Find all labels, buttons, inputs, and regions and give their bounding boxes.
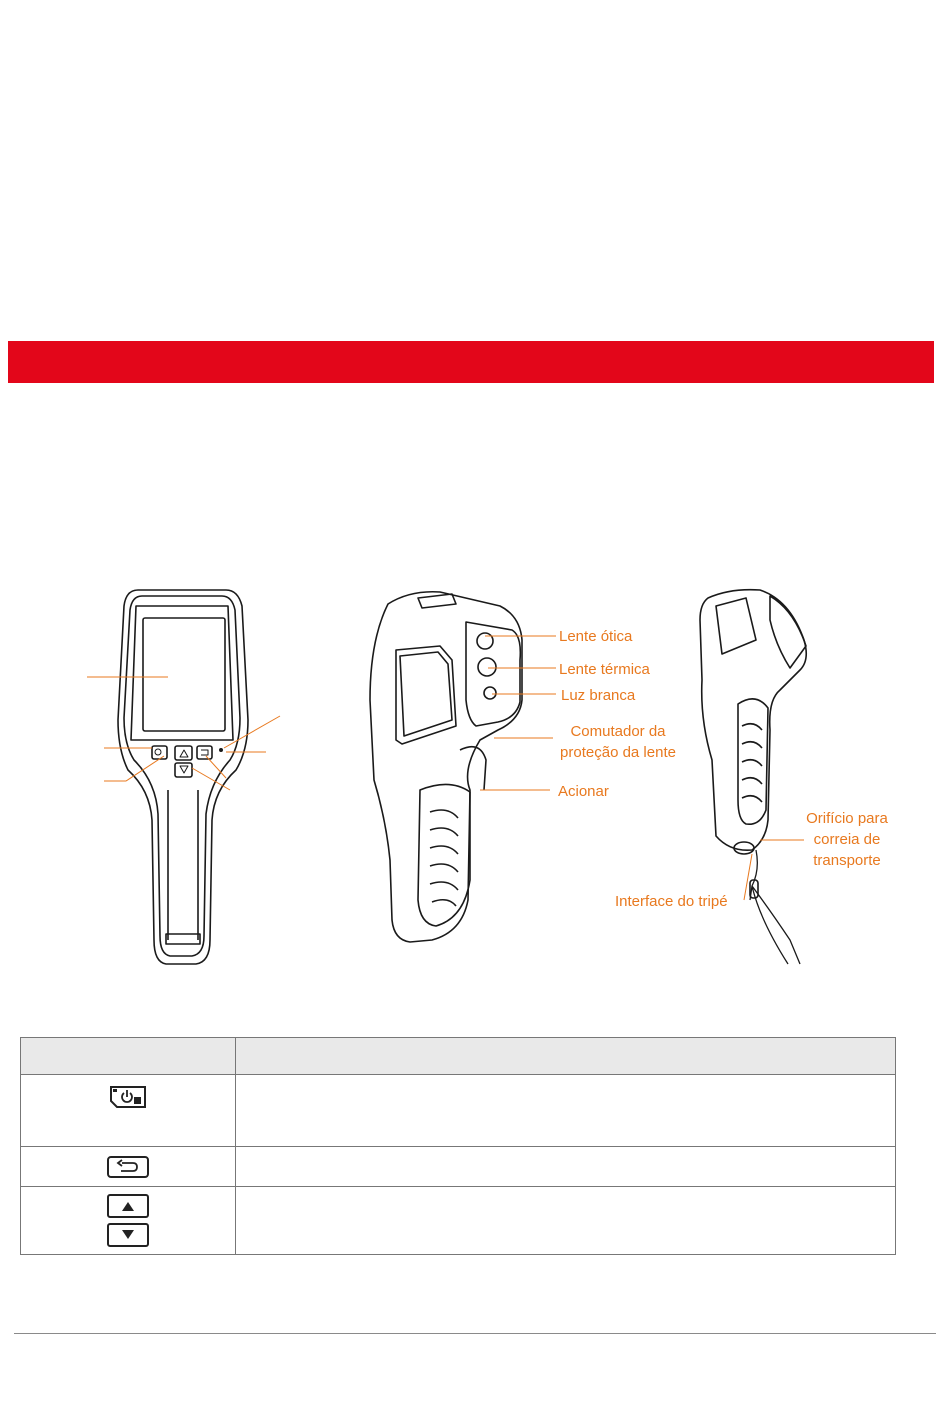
label-strap-hole-line2: correia de [813, 831, 881, 848]
key-function-table [20, 1037, 896, 1255]
footer-rule [14, 1333, 936, 1334]
header-cell-function [236, 1038, 896, 1075]
power-menu-key-icon [108, 1084, 148, 1110]
label-trigger: Acionar [558, 783, 609, 800]
description-cell [236, 1147, 896, 1187]
description-cell [236, 1075, 896, 1147]
table-header-row [21, 1038, 896, 1075]
label-lens-cover-switch-line1: Comutador da [570, 723, 666, 740]
table-row [21, 1147, 896, 1187]
key-cell [21, 1187, 236, 1255]
back-key-icon [106, 1155, 150, 1179]
label-strap-hole-line3: transporte [813, 852, 881, 869]
side-view-camera [370, 592, 522, 942]
front-view-camera [118, 590, 248, 964]
table-row [21, 1075, 896, 1147]
label-optical-lens: Lente ótica [559, 628, 633, 645]
label-tripod-interface: Interface do tripé [615, 893, 728, 910]
key-cell [21, 1147, 236, 1187]
label-thermal-lens: Lente térmica [559, 661, 650, 678]
section-banner [8, 341, 934, 383]
up-down-keys-icon [106, 1193, 150, 1249]
header-cell-key [21, 1038, 236, 1075]
key-cell [21, 1075, 236, 1147]
description-cell [236, 1187, 896, 1255]
label-white-light: Luz branca [561, 687, 636, 704]
label-lens-cover-switch-line2: proteção da lente [560, 744, 676, 761]
label-strap-hole-line1: Orifício para [806, 810, 888, 827]
device-overview-figure [0, 560, 950, 980]
table-row [21, 1187, 896, 1255]
